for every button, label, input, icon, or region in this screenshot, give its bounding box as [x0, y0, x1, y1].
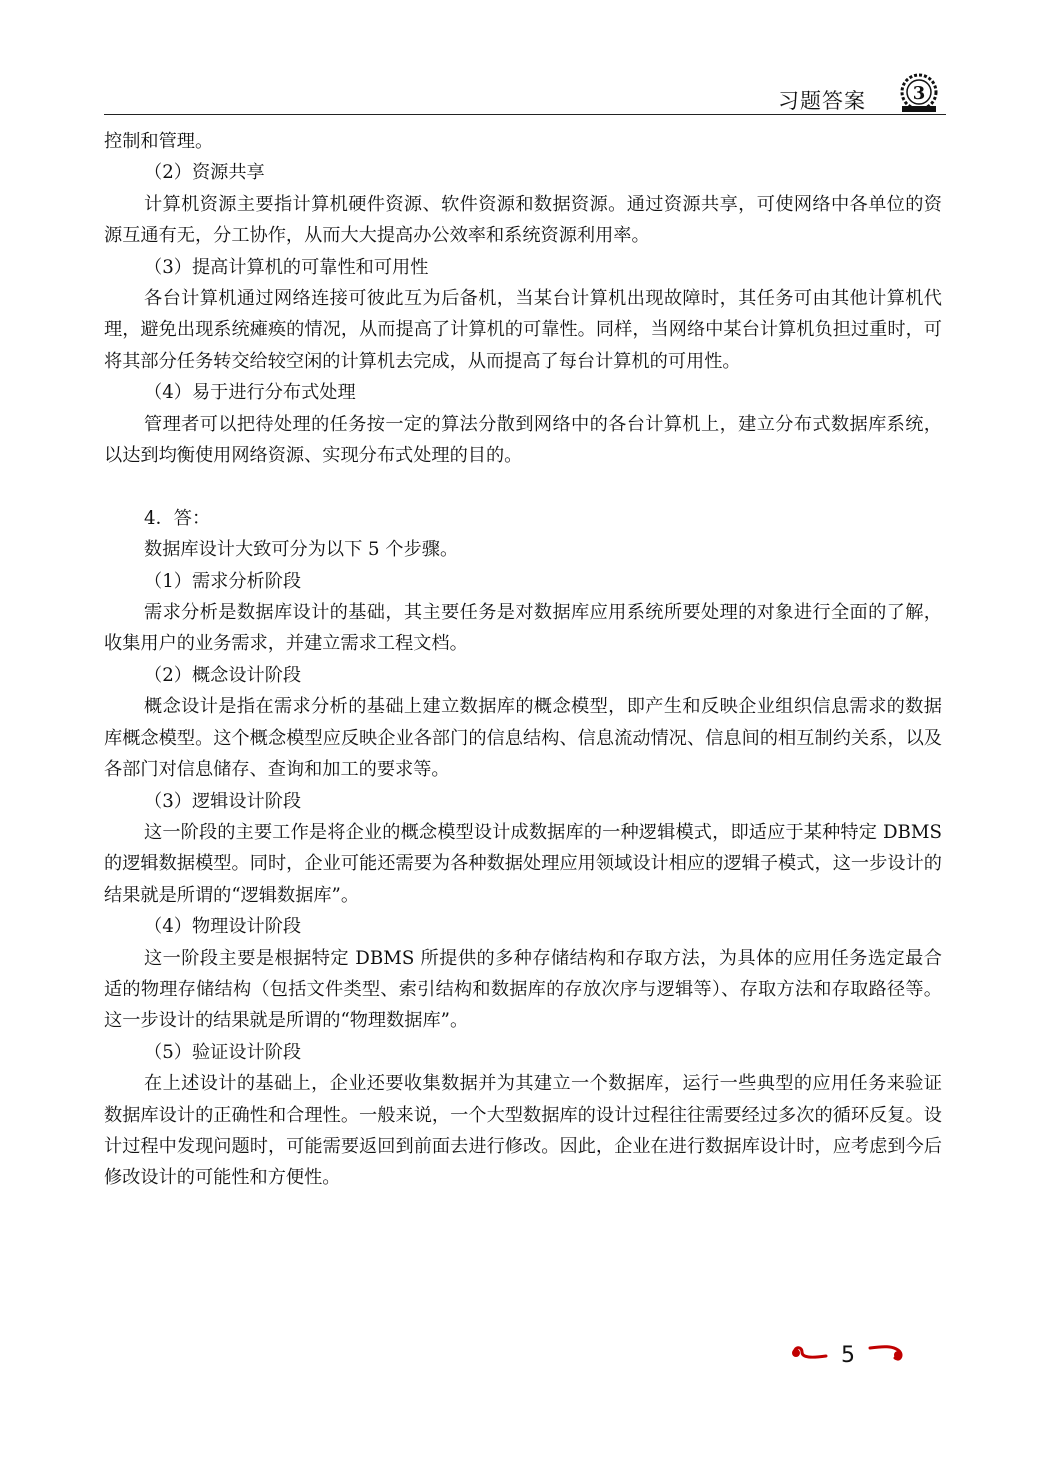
paragraph: 这一阶段的主要工作是将企业的概念模型设计成数据库的一种逻辑模式，即适应于某种特定 DBMS 的逻辑数据模型。同时，企业可能还需要为各种数据处理应用领域设计相应的逻辑子模式，这一步设计的结果就是所谓的“逻辑数据库”。	[104, 821, 942, 906]
paragraph: 管理者可以把待处理的任务按一定的算法分散到网络中的各台计算机上，建立分布式数据库系统，以达到均衡使用网络资源、实现分布式处理的目的。	[104, 413, 942, 467]
section-heading: （2）资源共享	[144, 162, 265, 184]
right-swirl-ornament-icon	[868, 1342, 908, 1368]
paragraph: 数据库设计大致可分为以下 5 个步骤。	[144, 539, 459, 561]
section-heading: （3）逻辑设计阶段	[144, 790, 302, 812]
section-heading: （1）需求分析阶段	[144, 570, 302, 592]
page-number: 5	[841, 1343, 855, 1368]
answer-heading: 4．答：	[144, 507, 211, 529]
left-swirl-ornament-icon	[788, 1342, 828, 1368]
section-heading: （2）概念设计阶段	[144, 664, 302, 686]
paragraph: 计算机资源主要指计算机硬件资源、软件资源和数据资源。通过资源共享，可使网络中各单位的资源互通有无，分工协作，从而大大提高办公效率和系统资源利用率。	[104, 193, 942, 247]
page-content	[104, 126, 942, 1194]
running-header-title: 习题答案	[778, 89, 866, 113]
section-heading: （5）验证设计阶段	[144, 1041, 302, 1063]
paragraph: 控制和管理。	[104, 131, 214, 152]
paragraph: 需求分析是数据库设计的基础，其主要任务是对数据库应用系统所要处理的对象进行全面的了解，收集用户的业务需求，并建立需求工程文档。	[104, 602, 942, 655]
paragraph: 各台计算机通过网络连接可彼此互为后备机，当某台计算机出现故障时，其任务可由其他计算机代理，避免出现系统瘫痪的情况，从而提高了计算机的可靠性。同样，当网络中某台计算机负担过重时，可将其部分任务转交给较空闲的计算机去完成，从而提高了每台计算机的可用性。	[104, 288, 942, 372]
header-rule	[104, 114, 946, 115]
paragraph: 在上述设计的基础上，企业还要收集数据并为其建立一个数据库，运行一些典型的应用任务来验证数据库设计的正确性和合理性。一般来说，一个大型数据库的设计过程往往需要经过多次的循环反复。设计过程中发现问题时，可能需要返回到前面去进行修改。因此，企业在进行数据库设计时，应考虑到今后修改设计的可能性和方便性。	[104, 1073, 942, 1189]
publisher-logo-icon	[896, 72, 942, 114]
paragraph: 概念设计是指在需求分析的基础上建立数据库的概念模型，即产生和反映企业组织信息需求的数据库概念模型。这个概念模型应反映企业各部门的信息结构、信息流动情况、信息间的相互制约关系，以及各部门对信息储存、查询和加工的要求等。	[104, 696, 942, 781]
svg-text:3: 3	[912, 83, 926, 104]
section-heading: （4）易于进行分布式处理	[144, 382, 356, 404]
section-heading: （3）提高计算机的可靠性和可用性	[144, 256, 429, 278]
paragraph: 这一阶段主要是根据特定 DBMS 所提供的多种存储结构和存取方法，为具体的应用任务选定最合适的物理存储结构（包括文件类型、索引结构和数据库的存放次序与逻辑等）、存取方法和存取路径等。这一步设计的结果就是所谓的“物理数据库”。	[104, 947, 942, 1032]
section-heading: （4）物理设计阶段	[144, 916, 302, 938]
